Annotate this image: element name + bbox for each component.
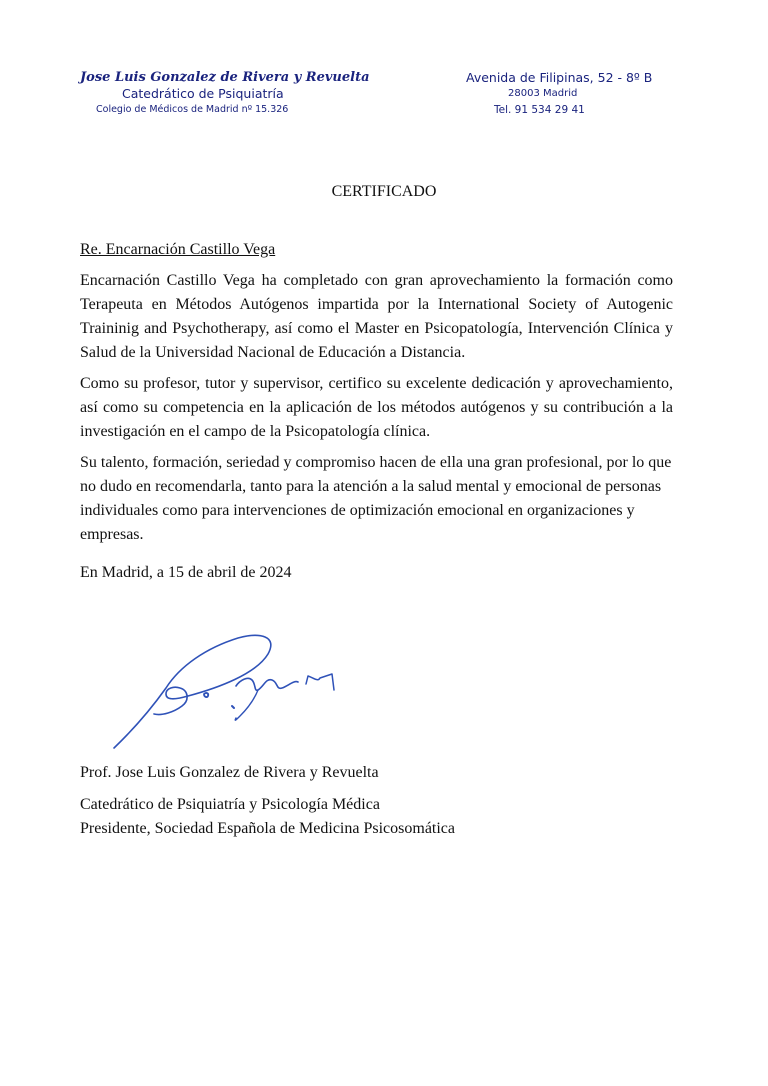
signature-stroke-end [306, 674, 334, 690]
letterhead-city: 28003 Madrid [508, 88, 578, 99]
document-body [80, 238, 673, 592]
letterhead-left [80, 70, 380, 118]
letterhead-name: Jose Luis Gonzalez de Rivera y Revuelta [80, 70, 370, 85]
reference-line: Re. Encarnación Castillo Vega [80, 241, 276, 258]
paragraph-2: Como su profesor, tutor y supervisor, certifico su excelente dedicación y aprovechamiento, así como su competencia en la aplicación de los métodos autógenos y su contribución a la investigación en el campo de la Psicopatología clínica. [80, 375, 673, 440]
paragraph-3: Su talento, formación, seriedad y compromiso hacen de ella una gran profesional, por lo que no dudo en recomendarla, tanto para la atención a la salud mental y emocional de personas individuales como para intervenciones de optimización emocional en organizaciones y empresas. [80, 454, 672, 543]
signatory-position-2: Presidente, Sociedad Española de Medicina Psicosomática [80, 820, 456, 837]
signature-stroke-tail [235, 690, 258, 720]
document-title: CERTIFICADO [331, 183, 437, 200]
signature-stroke-main [114, 635, 271, 748]
paragraph-1: Encarnación Castillo Vega ha completado con gran aprovechamiento la formación como Terapeuta en Métodos Autógenos impartida por la International Society of Autogenic Traininig and Psychotherapy, así como el Master en Psicopatología, Intervención Clínica y Salud de la Universidad Nacional de Educación a Distancia. [80, 272, 673, 361]
signature-stroke-mid [236, 678, 298, 690]
letterhead-address: Avenida de Filipinas, 52 - 8º B [466, 70, 653, 85]
letterhead-right [466, 70, 686, 118]
place-date: En Madrid, a 15 de abril de 2024 [80, 564, 292, 581]
signatory-name: Prof. Jose Luis Gonzalez de Rivera y Revuelta [80, 764, 379, 781]
signature-block [80, 761, 680, 841]
signature-stroke-dot-2 [232, 706, 234, 708]
letterhead-college: Colegio de Médicos de Madrid nº 15.326 [96, 104, 289, 115]
letterhead-title: Catedrático de Psiquiatría [122, 86, 284, 101]
signatory-position-1: Catedrático de Psiquiatría y Psicología Médica [80, 796, 380, 813]
letterhead-tel: Tel. 91 534 29 41 [494, 104, 585, 116]
handwritten-signature [108, 630, 358, 760]
signature-stroke-dot [204, 693, 208, 697]
